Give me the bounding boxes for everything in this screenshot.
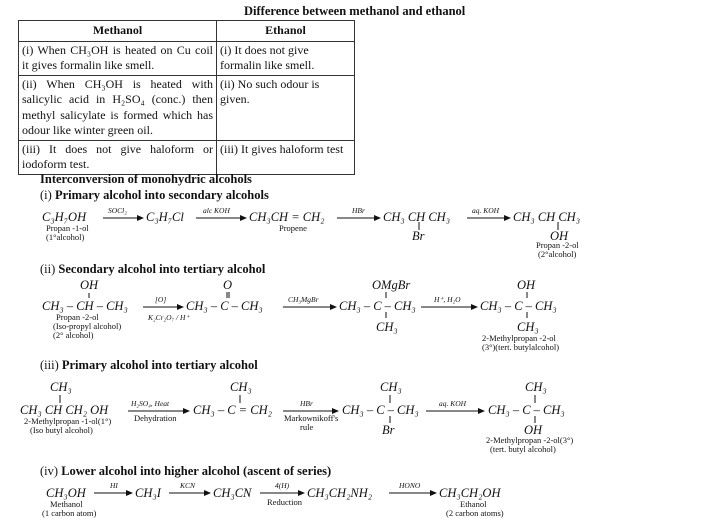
reagent: HI [110, 481, 118, 490]
compound: CH₃CN [213, 486, 252, 500]
subsection-number: (ii) [40, 262, 56, 276]
compound: CH₃CH₂NH₂ [307, 486, 373, 500]
compound: CH₃OH [46, 486, 86, 500]
subsection-label: Primary alcohol into secondary alcohols [54, 188, 269, 202]
compound-name: 2-Methylpropan -2-ol [482, 333, 556, 343]
compound: CH₃ – C – CH₃ [488, 403, 565, 417]
table-cell: (iii) It does not give haloform or iodoform test. [19, 140, 217, 174]
compound: CH₃ – C – CH₃ [186, 299, 263, 313]
reagent-note: Dehydration [134, 413, 177, 423]
section-heading: Interconversion of monohydric alcohols [40, 172, 252, 186]
substituent: OH [524, 423, 543, 437]
reagent: HBr [300, 399, 313, 408]
compound-name: (1 carbon atom) [42, 508, 97, 518]
reagent: HONO [399, 481, 421, 490]
reagent: H₂SO₄, Heat [131, 399, 170, 408]
subsection-number: (iii) [40, 358, 59, 372]
table-cell: (ii) When CH₃OH is heated with salicylic acid in H₂SO₄ (conc.) then methyl salicylate is formed which has odour like winter green oil. [19, 75, 217, 140]
compound: CH₃ CH CH₃ [513, 210, 581, 224]
reagent-note: Reduction [267, 497, 302, 507]
reagent: aq. KOH [472, 206, 500, 215]
substituent: CH₃ [376, 320, 398, 334]
table-cell: (iii) It gives haloform test [217, 140, 355, 174]
substituent: OH [517, 278, 536, 292]
compound-name: (2°alcohol) [538, 249, 577, 259]
substituent: O [223, 278, 233, 292]
reagent-note: Markownikoff's [284, 413, 339, 423]
reagent: SOCl₂ [108, 206, 127, 215]
compound: CH₃CH = CH₂ [249, 210, 325, 224]
subsection-label: Lower alcohol into higher alcohol (ascent of series) [61, 464, 332, 478]
compound-name: (3°)(tert. butylalcohol) [482, 342, 560, 352]
table-cell: (ii) No such odour is given. [217, 75, 355, 140]
reagent: aq. KOH [439, 399, 467, 408]
compound-name: Ethanol [460, 499, 487, 509]
header-methanol: Methanol [19, 21, 217, 42]
subsection-number: (i) [40, 188, 52, 202]
substituent: CH₃ [230, 380, 252, 394]
reaction-1-text [42, 206, 580, 259]
substituent: Br [382, 423, 395, 437]
compound: CH₃CH₂OH [439, 486, 501, 500]
substituent: CH₃ [525, 380, 547, 394]
substituent: Br [412, 229, 425, 243]
compound: CH₃I [135, 486, 161, 500]
page-title: Difference between methanol and ethanol [244, 4, 466, 18]
table-cell: (i) It does not give formalin like smell. [217, 41, 355, 75]
header-ethanol: Ethanol [217, 21, 355, 42]
compound-name: 2-Methylpropan -2-ol(3°) [486, 435, 574, 445]
substituent: OH [550, 229, 569, 243]
reagent: H⁺, H₂O [434, 295, 461, 304]
reaction-4-text [42, 481, 504, 518]
substituent: OMgBr [372, 278, 411, 292]
reagent: K₂Cr₂O₇ / H⁺ [148, 313, 190, 322]
substituent: CH₃ [50, 380, 72, 394]
compound-name: Propan -2-ol [56, 312, 99, 322]
reagent: alc KOH [203, 206, 230, 215]
subsection-number: (iv) [40, 464, 59, 478]
compound: CH₃ – C = CH₂ [193, 403, 272, 417]
substituent: OH [80, 278, 99, 292]
compound: CH₃ – C – CH₃ [342, 403, 419, 417]
subsection-label: Primary alcohol into tertiary alcohol [61, 358, 258, 372]
compound: CH₃ – CH – CH₃ [42, 299, 128, 313]
compound: C₃H₇OH [42, 210, 87, 224]
reagent: CH₃MgBr [288, 295, 319, 304]
substituent: CH₃ [380, 380, 402, 394]
compound: C₃H₇Cl [146, 210, 184, 224]
compound-name: Methanol [50, 499, 83, 509]
reagent: HBr [352, 206, 365, 215]
subsection-label: Secondary alcohol into tertiary alcohol [58, 262, 266, 276]
reaction-2-text [42, 278, 559, 352]
compound-name: Propan -1-ol [46, 223, 89, 233]
compound: CH₃ CH CH₃ [383, 210, 451, 224]
reaction-3-text [20, 380, 573, 454]
reagent: 4(H) [275, 481, 290, 490]
compound-name: Propene [279, 223, 307, 233]
compound-name: (1°alcohol) [46, 232, 85, 242]
reagent: [O] [155, 295, 167, 304]
compound-name: Propan -2-ol [536, 240, 579, 250]
reagent-note: rule [300, 422, 314, 432]
compound-name: (tert. butyl alcohol) [490, 444, 556, 454]
compound-name: (Iso butyl alcohol) [30, 425, 93, 435]
compound: CH₃ – C – CH₃ [480, 299, 557, 313]
compound: CH₃ – C – CH₃ [339, 299, 416, 313]
compound-name: (2 carbon atoms) [446, 508, 504, 518]
compound: CH₃ CH CH₂ OH [20, 403, 109, 417]
table-cell: (i) When CH₃OH is heated on Cu coil it gives formalin like smell. [19, 41, 217, 75]
compound-name: (2° alcohol) [53, 330, 94, 340]
compound-name: (Iso-propyl alcohol) [53, 321, 122, 331]
reagent: KCN [180, 481, 196, 490]
substituent: CH₃ [517, 320, 539, 334]
compound-name: 2-Methylpropan -1-ol(1°) [24, 416, 112, 426]
